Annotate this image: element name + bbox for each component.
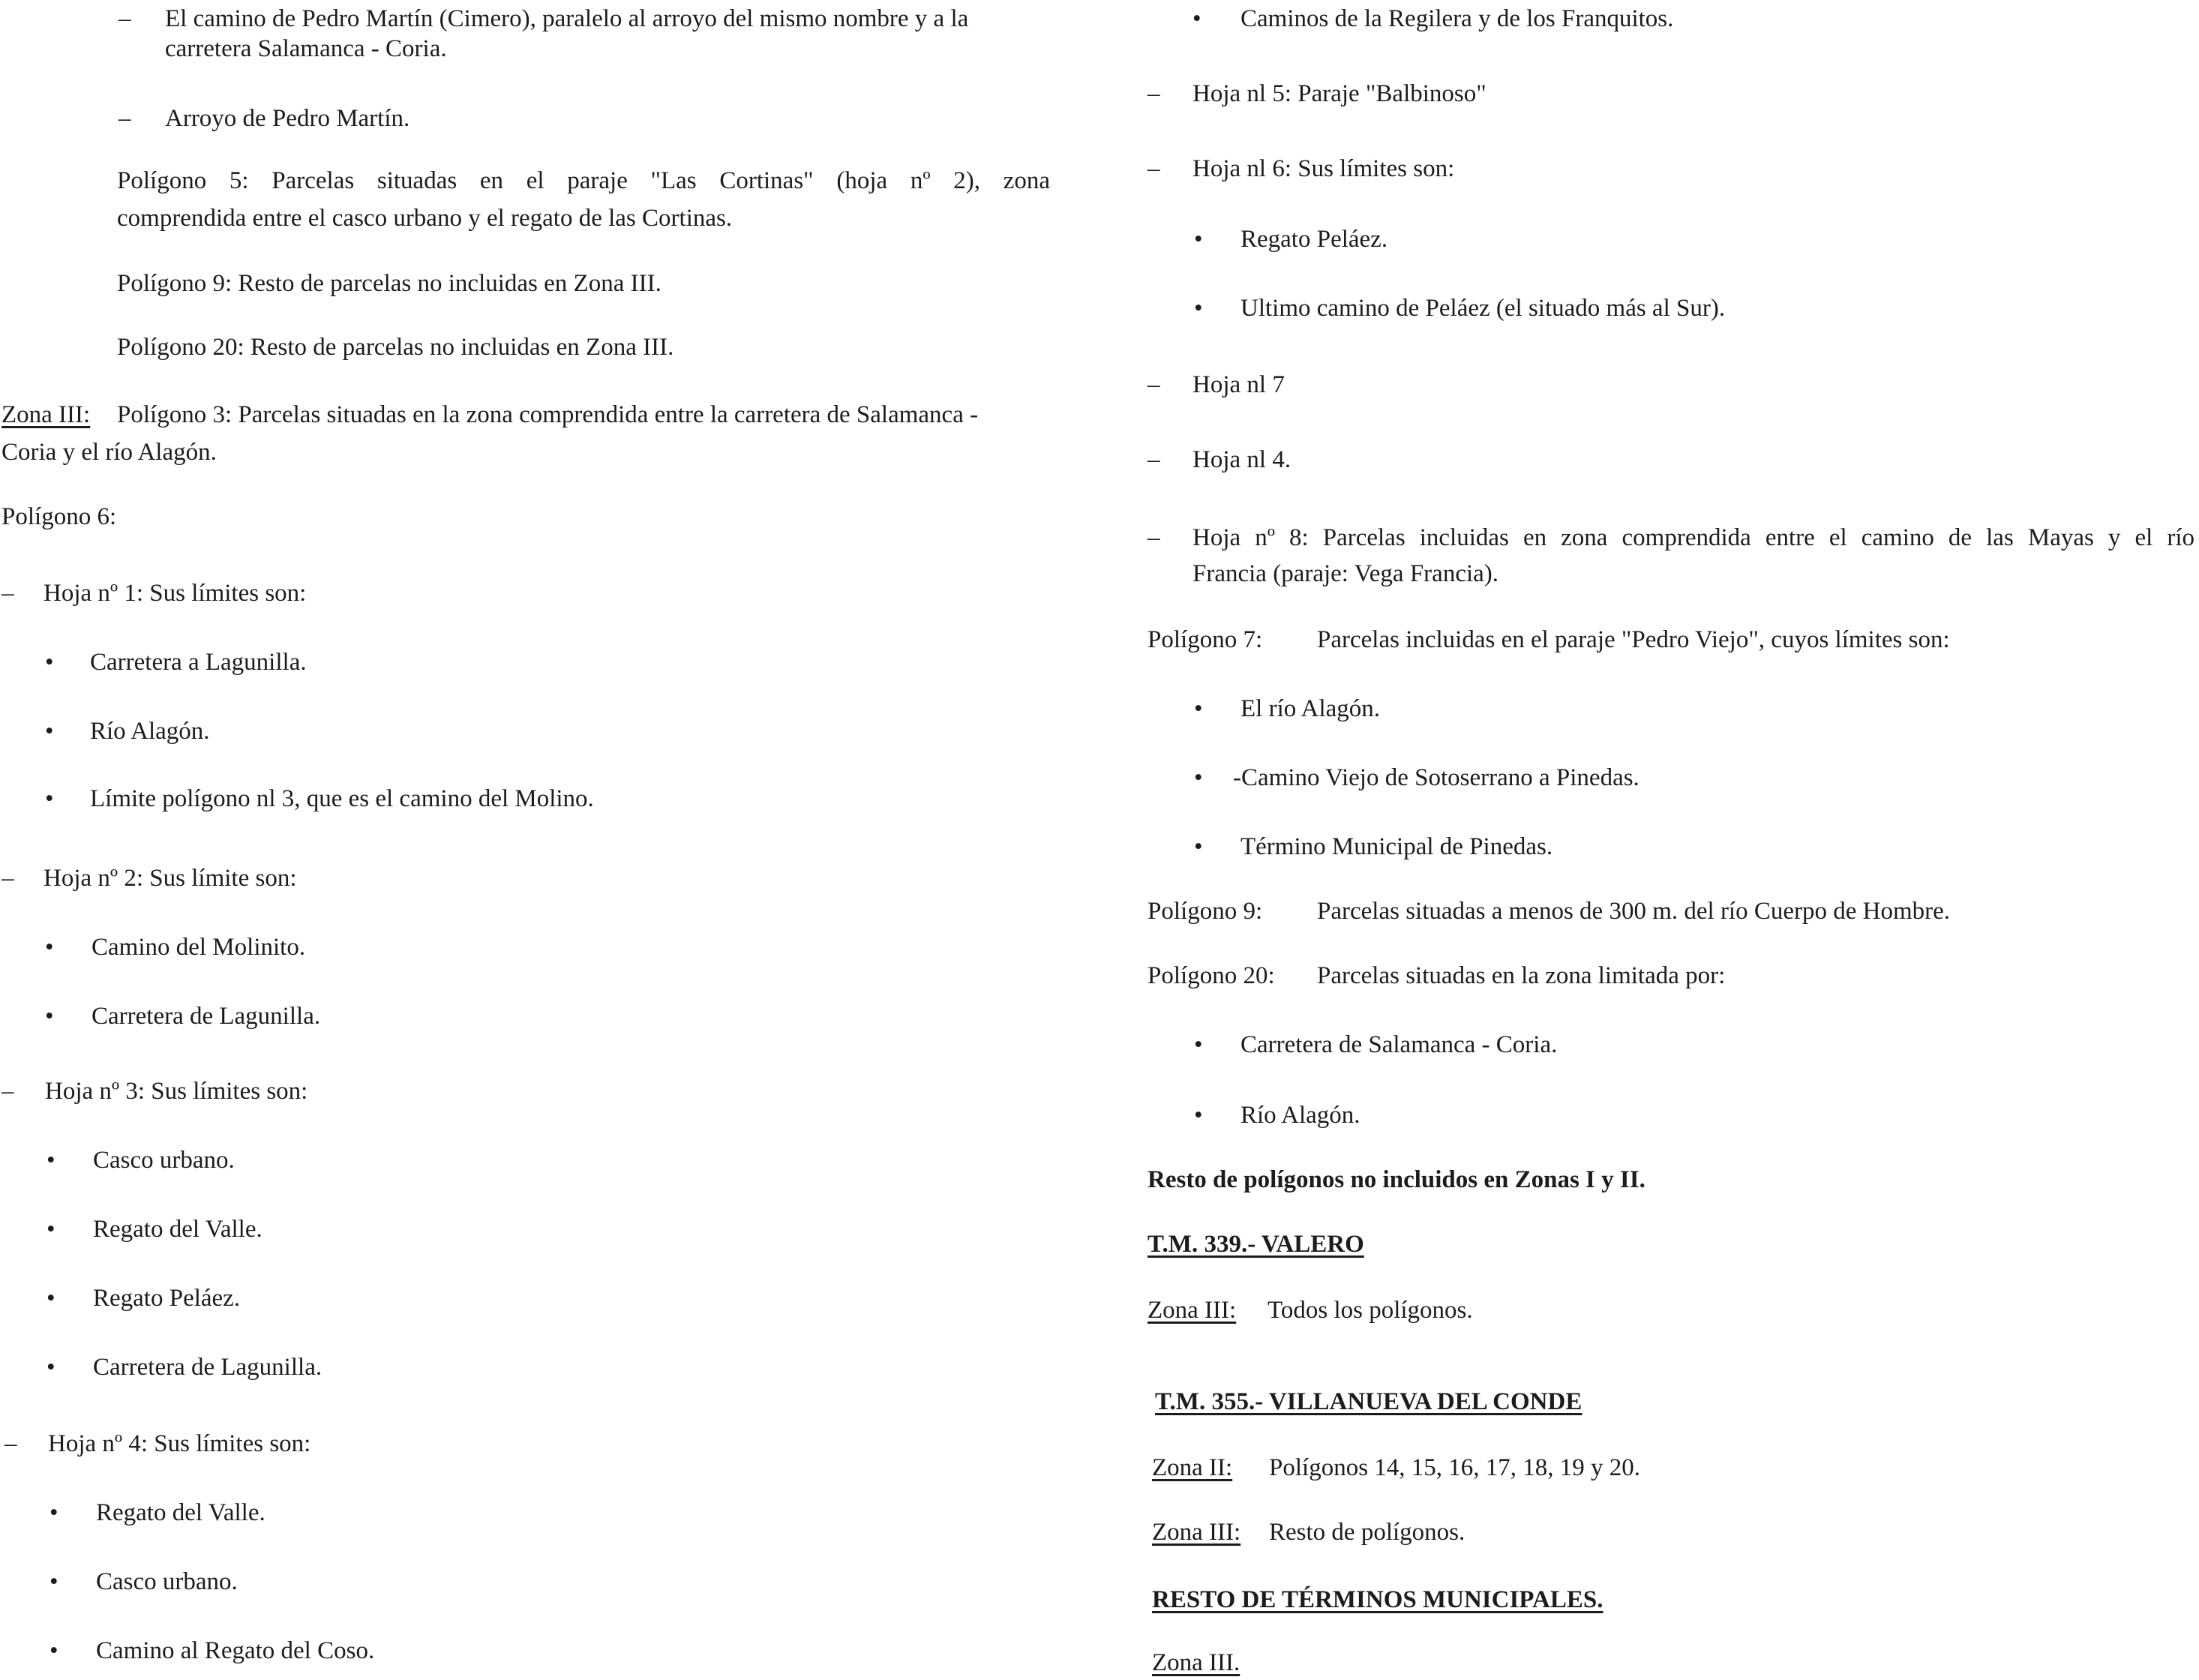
bullet-icon: • — [50, 1637, 58, 1664]
bullet-icon: • — [46, 1354, 56, 1381]
section-heading: RESTO DE TÉRMINOS MUNICIPALES. — [1152, 1586, 1604, 1613]
paragraph-text: Hoja nº 8: Parcelas incluidas en zona comprendida entre el camino de las Mayas y el río — [1192, 524, 2194, 551]
section-heading: Resto de polígonos no incluidos en Zonas I y II. — [1148, 1166, 1646, 1193]
bullet-icon: • — [1194, 833, 1203, 860]
list-item: Carretera de Lagunilla. — [93, 1354, 322, 1381]
list-item: Casco urbano. — [96, 1568, 238, 1595]
list-item: Regato Peláez. — [93, 1285, 241, 1312]
section-heading: T.M. 355.- VILLANUEVA DEL CONDE — [1155, 1388, 1582, 1415]
list-item: Regato del Valle. — [96, 1499, 266, 1526]
zona-iii-label: Zona III. — [1152, 1649, 1240, 1676]
list-item: Límite polígono nl 3, que es el camino del Molino. — [90, 785, 594, 812]
zona-iii-label: Zona III: — [1148, 1297, 1237, 1324]
bullet-icon: • — [50, 1499, 58, 1526]
bullet-icon: • — [50, 1568, 58, 1595]
paragraph-text: Polígonos 14, 15, 16, 17, 18, 19 y 20. — [1269, 1454, 1641, 1481]
paragraph-text: Polígono 6: — [2, 503, 117, 530]
polygon-label: Polígono 20: — [1148, 962, 1275, 989]
paragraph-text: Arroyo de Pedro Martín. — [165, 105, 410, 132]
zone-label — [1152, 1450, 1232, 1485]
list-item: Río Alagón. — [1240, 1102, 1360, 1129]
paragraph-text: Parcelas situadas a menos de 300 m. del río Cuerpo de Hombre. — [1317, 898, 1951, 925]
list-item: Camino del Molinito. — [92, 934, 306, 961]
dash-marker: – — [2, 1078, 14, 1105]
list-heading: Hoja nº 3: Sus límites son: — [45, 1078, 308, 1105]
paragraph-text: Francia (paraje: Vega Francia). — [1192, 560, 1499, 587]
dash-marker: – — [118, 105, 131, 132]
paragraph-text: Coria y el río Alagón. — [2, 439, 217, 466]
list-heading: Hoja nl 5: Paraje "Balbinoso" — [1192, 80, 1486, 107]
list-item: Camino al Regato del Coso. — [96, 1637, 375, 1664]
dash-marker: – — [1148, 371, 1160, 398]
bullet-icon: • — [45, 649, 54, 676]
paragraph-text: comprendida entre el casco urbano y el regato de las Cortinas. — [117, 205, 733, 232]
list-item: Caminos de la Regilera y de los Franquitos. — [1240, 5, 1674, 32]
bullet-icon: • — [46, 1285, 56, 1312]
bullet-icon: • — [45, 785, 54, 812]
list-item: Regato Peláez. — [1240, 226, 1388, 253]
bullet-icon: • — [46, 1147, 56, 1174]
zone-label — [1152, 1515, 1240, 1550]
paragraph-text: Resto de polígonos. — [1269, 1519, 1466, 1546]
paragraph-text: El camino de Pedro Martín (Cimero), paralelo al arroyo del mismo nombre y a la — [165, 5, 969, 32]
bullet-icon: • — [1194, 1031, 1203, 1058]
list-item: Regato del Valle. — [93, 1216, 262, 1243]
list-item: Ultimo camino de Peláez (el situado más al Sur). — [1240, 295, 1726, 322]
list-item: El río Alagón. — [1240, 695, 1381, 722]
dash-marker: – — [118, 5, 131, 32]
dash-marker: – — [2, 580, 14, 607]
list-heading: Hoja nl 6: Sus límites son: — [1192, 155, 1455, 182]
list-item: Carretera de Lagunilla. — [92, 1003, 321, 1030]
list-item: Río Alagón. — [90, 718, 210, 745]
paragraph-text: carretera Salamanca - Coria. — [165, 35, 447, 62]
zona-iii-label: Zona III: — [1152, 1519, 1241, 1546]
dash-marker: – — [1148, 446, 1160, 473]
paragraph-text: Polígono 3: Parcelas situadas en la zona comprendida entre la carretera de Salamanca - — [117, 401, 979, 428]
list-item: Casco urbano. — [93, 1147, 235, 1174]
bullet-icon: • — [45, 718, 54, 745]
list-heading: Hoja nl 4. — [1192, 446, 1292, 473]
zona-iii-label: Zona III: — [2, 401, 91, 428]
dash-marker: – — [1148, 524, 1160, 551]
dash-marker: – — [1148, 80, 1160, 107]
paragraph-text: Todos los polígonos. — [1268, 1297, 1473, 1324]
list-heading: Hoja nº 1: Sus límites son: — [44, 580, 307, 607]
paragraph-text: Polígono 20: Resto de parcelas no incluidas en Zona III. — [117, 334, 674, 361]
bullet-icon: • — [1192, 5, 1202, 32]
polygon-label: Polígono 9: — [1148, 898, 1263, 925]
paragraph-text: Polígono 5: Parcelas situadas en el paraje "Las Cortinas" (hoja nº 2), zona — [117, 167, 1050, 194]
zona-ii-label: Zona II: — [1152, 1454, 1233, 1481]
dash-marker: – — [4, 1430, 17, 1457]
list-item: Carretera de Salamanca - Coria. — [1240, 1031, 1558, 1058]
list-item: Término Municipal de Pinedas. — [1240, 833, 1553, 860]
paragraph-text: Parcelas situadas en la zona limitada por: — [1317, 962, 1726, 989]
bullet-icon: • — [1194, 295, 1203, 322]
polygon-label: Polígono 7: — [1148, 626, 1263, 653]
list-heading: Hoja nº 2: Sus límite son: — [44, 865, 297, 892]
bullet-icon: • — [1194, 764, 1203, 791]
section-heading: T.M. 339.- VALERO — [1148, 1231, 1364, 1258]
zone-label — [1148, 1293, 1236, 1328]
paragraph-text: Parcelas incluidas en el paraje "Pedro Viejo", cuyos límites son: — [1317, 626, 1950, 653]
zone-label — [2, 398, 90, 432]
bullet-icon: • — [1194, 226, 1203, 253]
zone-label — [1152, 1646, 1240, 1680]
bullet-icon: • — [46, 1216, 56, 1243]
list-item: -Camino Viejo de Sotoserrano a Pinedas. — [1233, 764, 1640, 791]
list-item: Carretera a Lagunilla. — [90, 649, 307, 676]
bullet-icon: • — [45, 1003, 54, 1030]
bullet-icon: • — [1194, 695, 1203, 722]
bullet-icon: • — [45, 934, 54, 961]
list-heading: Hoja nl 7 — [1192, 371, 1285, 398]
list-heading: Hoja nº 4: Sus límites son: — [48, 1430, 311, 1457]
bullet-icon: • — [1194, 1102, 1203, 1129]
paragraph-text: Polígono 9: Resto de parcelas no incluidas en Zona III. — [117, 270, 662, 297]
dash-marker: – — [1148, 155, 1160, 182]
dash-marker: – — [2, 865, 14, 892]
